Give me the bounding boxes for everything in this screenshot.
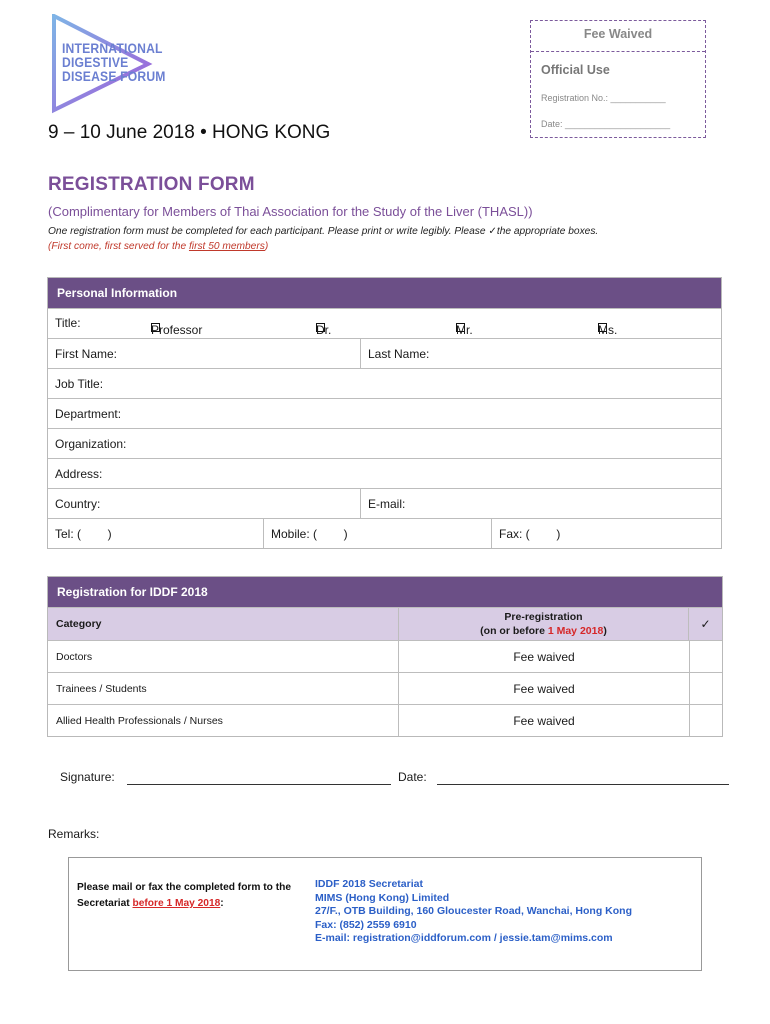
deadline-date: 1 May 2018: [547, 625, 604, 637]
logo-line-3: DISEASE FORUM: [62, 69, 166, 84]
title-label: Title:: [55, 316, 81, 330]
form-subtitle: (Complimentary for Members of Thai Association for the Study of the Liver (THASL)): [48, 204, 533, 219]
fee-cell: Fee waived: [398, 641, 689, 672]
last-name-field[interactable]: [360, 339, 721, 368]
signature-label: Signature:: [60, 770, 115, 784]
form-title: REGISTRATION FORM: [48, 174, 255, 195]
secretariat-address: 27/F., OTB Building, 160 Gloucester Road, Wanchai, Hong Kong: [315, 905, 632, 917]
remarks-label: Remarks:: [48, 827, 100, 841]
email-field[interactable]: [360, 489, 721, 518]
job-title-label: Job Title:: [55, 376, 104, 391]
instructions-line-2: [48, 241, 268, 252]
secretariat-fax: Fax: (852) 2559 6910: [315, 918, 417, 931]
registration-table: [47, 576, 723, 737]
title-option-label: Dr.: [316, 323, 332, 337]
preregistration-deadline: [399, 624, 688, 638]
organization-row: [48, 428, 721, 458]
category-cell: Doctors: [56, 650, 93, 663]
tel-field[interactable]: [48, 519, 263, 548]
category-column-header: Category: [56, 618, 102, 630]
deadline-suffix: ): [603, 625, 607, 637]
official-divider: [531, 51, 705, 52]
select-checkbox-cell[interactable]: [689, 705, 722, 736]
select-checkbox-cell[interactable]: [689, 641, 722, 672]
logo-line-1: INTERNATIONAL: [62, 41, 163, 56]
table-row: [48, 704, 722, 736]
title-option-label: Mr.: [456, 323, 473, 337]
logo-line-2: DIGESTIVE: [62, 55, 129, 70]
organization-label: Organization:: [55, 436, 127, 451]
table-row: [48, 672, 722, 704]
secretariat-name: IDDF 2018 Secretariat: [315, 878, 423, 890]
instructions-line-1: One registration form must be completed for each participant. Please print or write legibly. Please ✓the appropriate boxes.: [48, 226, 599, 237]
country-field[interactable]: [48, 489, 360, 518]
mail-instructions-text: Please mail or fax the completed form to the Secretariat: [77, 882, 291, 909]
address-row: [48, 458, 721, 488]
tel-label: Tel: ( ): [55, 526, 112, 541]
title-row: [48, 308, 721, 338]
mail-instructions-suffix: :: [220, 898, 224, 909]
mail-instructions-box: [68, 857, 702, 971]
deadline-prefix: (on or before: [480, 625, 548, 637]
checkmark-icon: ✓: [688, 608, 722, 640]
secretariat-email[interactable]: E-mail: registration@iddforum.com / jessie.tam@mims.com: [315, 932, 613, 944]
select-checkbox-cell[interactable]: [689, 673, 722, 704]
mail-instructions: [77, 880, 307, 912]
country-label: Country:: [55, 496, 101, 511]
fax-field[interactable]: [491, 519, 721, 548]
official-date-label: Date: _____________________: [541, 119, 671, 129]
address-field[interactable]: [48, 459, 721, 488]
personal-info-table: [47, 277, 722, 549]
job-title-row: [48, 368, 721, 398]
name-row: [48, 338, 721, 368]
fax-label: Fax: ( ): [499, 526, 561, 541]
event-date: 9 – 10 June 2018 • HONG KONG: [48, 122, 331, 143]
email-label: E-mail:: [368, 496, 406, 511]
official-use-box: [530, 20, 706, 138]
date-line[interactable]: [437, 784, 729, 785]
fee-waived-stamp: Fee Waived: [583, 27, 653, 41]
first-name-field[interactable]: [48, 339, 360, 368]
registration-no-label: Registration No.: ___________: [541, 93, 666, 103]
registration-header: Registration for IDDF 2018: [48, 577, 722, 607]
title-option-label: Ms.: [598, 323, 618, 337]
last-name-label: Last Name:: [368, 346, 430, 361]
preregistration-column-header: [398, 608, 688, 640]
job-title-field[interactable]: [48, 369, 721, 398]
instructions-suffix: ): [264, 241, 269, 252]
mobile-field[interactable]: [263, 519, 491, 548]
country-row: [48, 488, 721, 518]
registration-column-headers: [48, 607, 722, 640]
organization-field[interactable]: [48, 429, 721, 458]
phone-row: [48, 518, 721, 548]
department-field[interactable]: [48, 399, 721, 428]
secretariat-company: MIMS (Hong Kong) Limited: [315, 891, 450, 904]
department-label: Department:: [55, 406, 122, 421]
instructions-prefix: (First come, first served for the: [48, 241, 189, 252]
personal-info-header: Personal Information: [48, 278, 721, 308]
logo-text: [62, 42, 177, 84]
fee-cell: Fee waived: [398, 705, 689, 736]
category-cell: Allied Health Professionals / Nurses: [56, 714, 223, 727]
secretariat-contact: [315, 878, 632, 946]
mail-deadline: before 1 May 2018: [132, 898, 221, 909]
signature-line[interactable]: [127, 784, 391, 785]
official-use-title: Official Use: [541, 63, 610, 77]
title-option-label: Professor: [151, 323, 203, 337]
date-label: Date:: [398, 770, 427, 784]
mobile-label: Mobile: ( ): [271, 526, 348, 541]
department-row: [48, 398, 721, 428]
fee-cell: Fee waived: [398, 673, 689, 704]
category-cell: Trainees / Students: [56, 682, 147, 695]
preregistration-label: Pre-registration: [504, 611, 583, 623]
address-label: Address:: [55, 466, 103, 481]
table-row: [48, 640, 722, 672]
instructions-highlight: first 50 members: [188, 241, 265, 252]
first-name-label: First Name:: [55, 346, 118, 361]
